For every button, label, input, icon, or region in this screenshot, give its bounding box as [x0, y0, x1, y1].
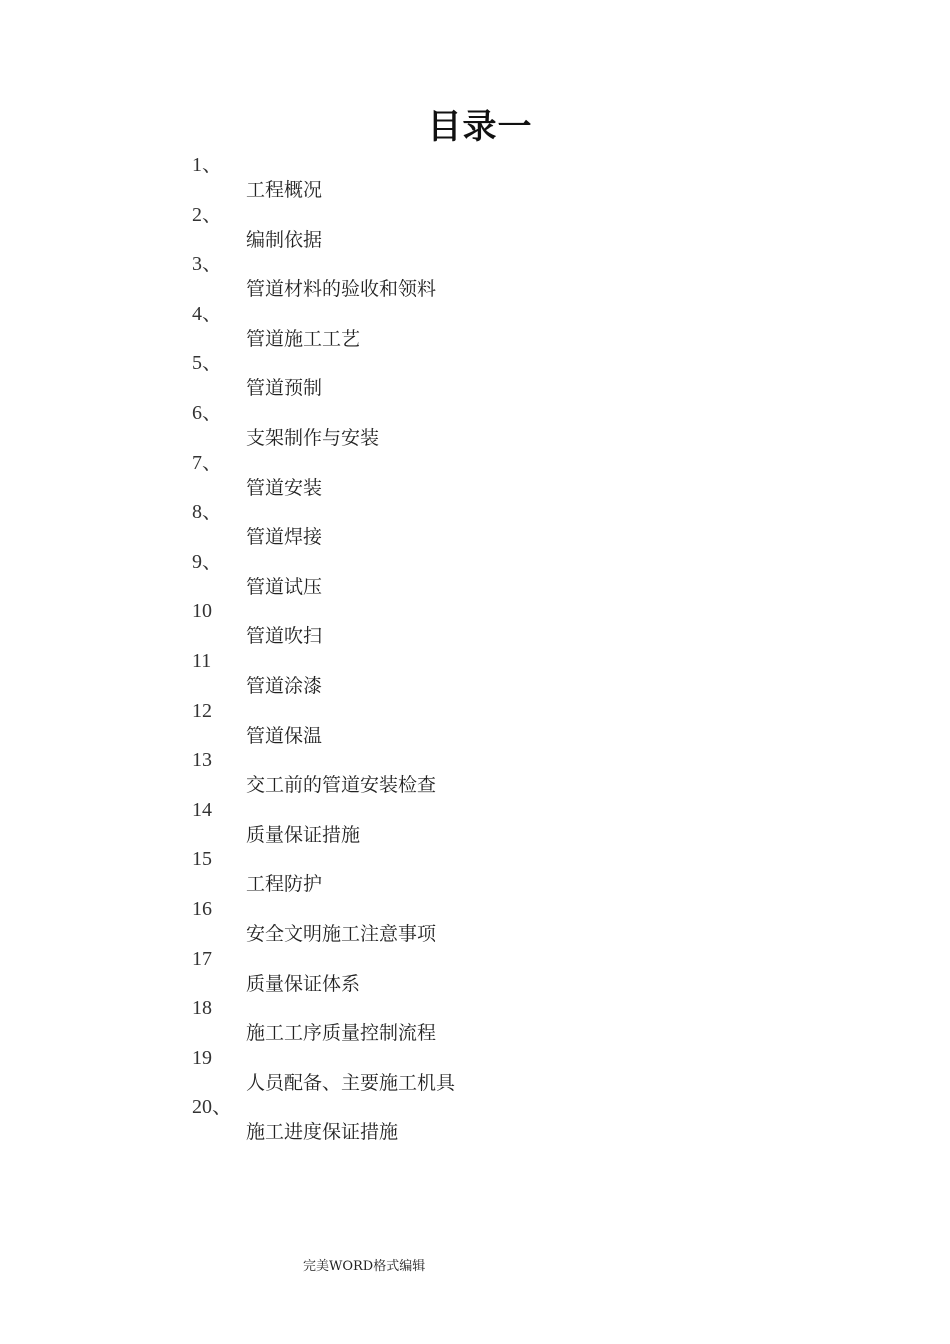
toc-entry-text: 支架制作与安装 [246, 427, 380, 449]
toc-entry-text: 施工工序质量控制流程 [246, 1022, 437, 1045]
toc-entry-text: 施工进度保证措施 [246, 1121, 399, 1144]
toc-entry-text: 人员配备、主要施工机具 [246, 1071, 456, 1094]
toc-item-20 [0, 1095, 950, 1145]
toc-entry-text: 管道涂漆 [246, 675, 323, 697]
toc-entry-text: 管道预制 [246, 377, 323, 400]
toc-item-3 [0, 252, 950, 302]
toc-item-14 [0, 798, 950, 848]
toc-number: 14 [192, 798, 212, 821]
toc-number: 2、 [192, 203, 222, 226]
toc-number: 17 [192, 947, 212, 970]
toc-number: 7、 [192, 451, 222, 474]
toc-entry-text: 工程概况 [246, 179, 323, 201]
toc-entry-text: 安全文明施工注意事项 [246, 923, 437, 945]
toc-item-15 [0, 847, 950, 897]
toc-item-2 [0, 203, 950, 253]
toc-item-4 [0, 302, 950, 352]
toc-entry-text: 质量保证体系 [246, 972, 361, 995]
toc-number: 18 [192, 997, 212, 1020]
toc-item-7 [0, 451, 950, 501]
toc-item-8 [0, 500, 950, 550]
toc-item-18 [0, 996, 950, 1046]
toc-item-5 [0, 351, 950, 401]
page-title: 目录一 [427, 107, 533, 147]
toc-entry-text: 管道焊接 [246, 526, 323, 549]
toc-number: 5、 [192, 352, 222, 375]
toc-item-17 [0, 947, 950, 997]
toc-item-16 [0, 897, 950, 947]
toc-number: 8、 [192, 501, 222, 524]
toc-number: 19 [192, 1046, 212, 1069]
toc-number: 10 [192, 600, 212, 623]
toc-entry-text: 管道材料的验收和领料 [246, 278, 437, 301]
toc-item-10 [0, 599, 950, 649]
toc-number: 1、 [192, 154, 222, 176]
toc-item-13 [0, 748, 950, 798]
toc-number: 3、 [192, 253, 222, 276]
toc-number: 4、 [192, 302, 222, 325]
toc-entry-text: 管道施工工艺 [246, 327, 361, 350]
toc-entry-text: 管道安装 [246, 476, 323, 499]
toc-number: 15 [192, 848, 212, 871]
toc-item-1 [0, 153, 950, 203]
toc-item-6 [0, 401, 950, 451]
toc-number: 11 [192, 650, 212, 672]
toc-number: 12 [192, 699, 212, 722]
toc-number: 13 [192, 749, 212, 772]
toc-entry-text: 编制依据 [246, 228, 323, 251]
toc-entry-text: 管道吹扫 [246, 625, 323, 648]
toc-number: 6、 [192, 402, 222, 424]
toc-number: 9、 [192, 550, 222, 573]
toc-entry-text: 交工前的管道安装检查 [246, 774, 437, 797]
toc-number: 16 [192, 898, 212, 920]
toc-item-9 [0, 550, 950, 600]
toc-entry-text: 管道保温 [246, 724, 323, 747]
footer-note: 完美WORD格式编辑 [303, 1259, 426, 1274]
toc-number: 20、 [192, 1096, 232, 1119]
toc-item-11 [0, 649, 950, 699]
toc-item-19 [0, 1046, 950, 1096]
toc-entry-text: 工程防护 [246, 873, 323, 896]
toc-entry-text: 质量保证措施 [246, 823, 361, 846]
toc-item-12 [0, 699, 950, 749]
toc-entry-text: 管道试压 [246, 575, 323, 598]
